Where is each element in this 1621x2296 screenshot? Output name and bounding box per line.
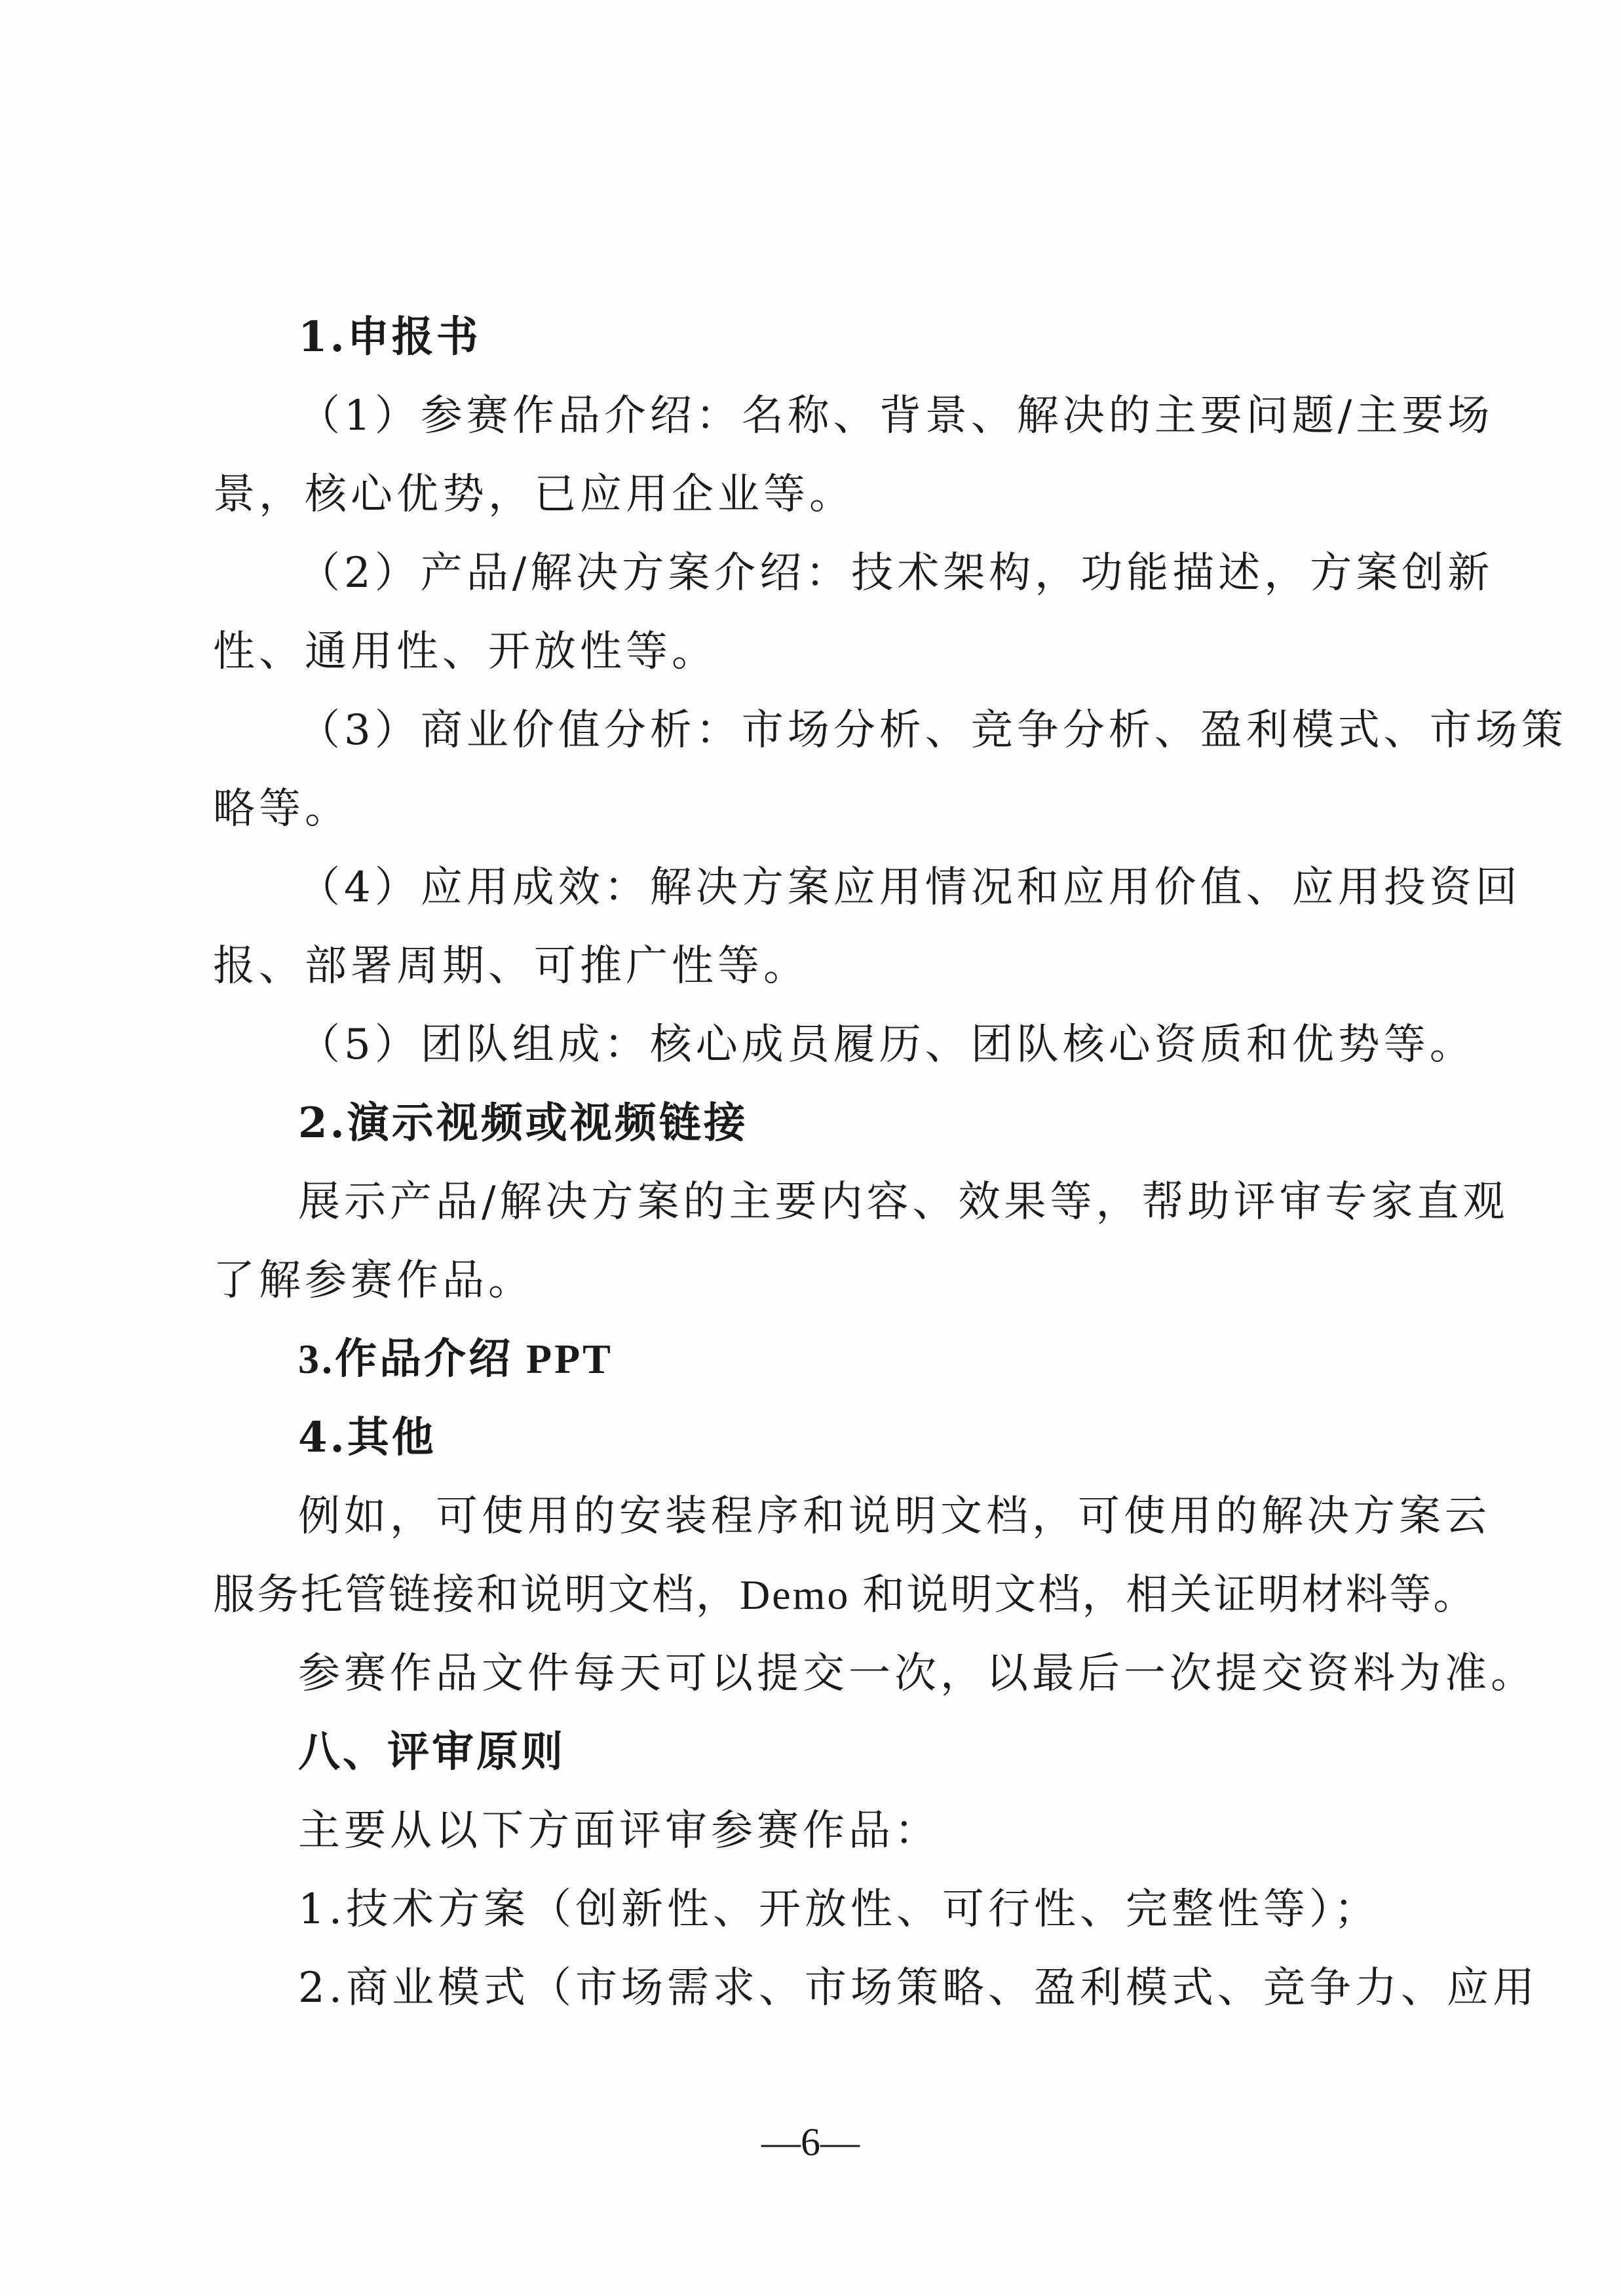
heading-demo-video: 2.演示视频或视频链接 xyxy=(298,1099,748,1148)
heading-ppt: 3.作品介绍 PPT xyxy=(298,1336,613,1382)
heading-review-principles: 八、评审原则 xyxy=(298,1727,565,1777)
paragraph-line: 报、部署周期、可推广性等。 xyxy=(213,942,809,990)
paragraph-line: （1）参赛作品介绍：名称、背景、解决的主要问题/主要场 xyxy=(298,392,1494,440)
heading-other: 4.其他 xyxy=(298,1413,436,1462)
paragraph-line: 2.商业模式（市场需求、市场策略、盈利模式、竞争力、应用 xyxy=(298,1964,1539,2012)
heading-application-form: 1.申报书 xyxy=(298,312,481,362)
paragraph-line: 展示产品/解决方案的主要内容、效果等，帮助评审专家直观 xyxy=(298,1178,1509,1226)
paragraph-line: 服务托管链接和说明文档，Demo 和说明文档，相关证明材料等。 xyxy=(213,1571,1478,1618)
paragraph-line: （2）产品/解决方案介绍：技术架构，功能描述，方案创新 xyxy=(298,549,1494,597)
page-number: —6— xyxy=(761,2120,860,2164)
paragraph-line: 主要从以下方面评审参赛作品： xyxy=(298,1807,940,1855)
paragraph-line: 例如，可使用的安装程序和说明文档，可使用的解决方案云 xyxy=(298,1492,1491,1541)
paragraph-line: 景，核心优势，已应用企业等。 xyxy=(213,470,855,519)
paragraph-line: 参赛作品文件每天可以提交一次，以最后一次提交资料为准。 xyxy=(298,1649,1536,1698)
paragraph-line: （4）应用成效：解决方案应用情况和应用价值、应用投资回 xyxy=(298,863,1521,912)
paragraph-line: 了解参赛作品。 xyxy=(213,1256,534,1305)
paragraph-line: （5）团队组成：核心成员履历、团队核心资质和优势等。 xyxy=(298,1021,1476,1069)
paragraph-line: 性、通用性、开放性等。 xyxy=(213,628,717,676)
paragraph-line: 1.技术方案（创新性、开放性、可行性、完整性等）； xyxy=(298,1885,1381,1934)
paragraph-line: 略等。 xyxy=(213,785,351,833)
paragraph-line: （3）商业价值分析：市场分析、竞争分析、盈利模式、市场策 xyxy=(298,706,1567,755)
